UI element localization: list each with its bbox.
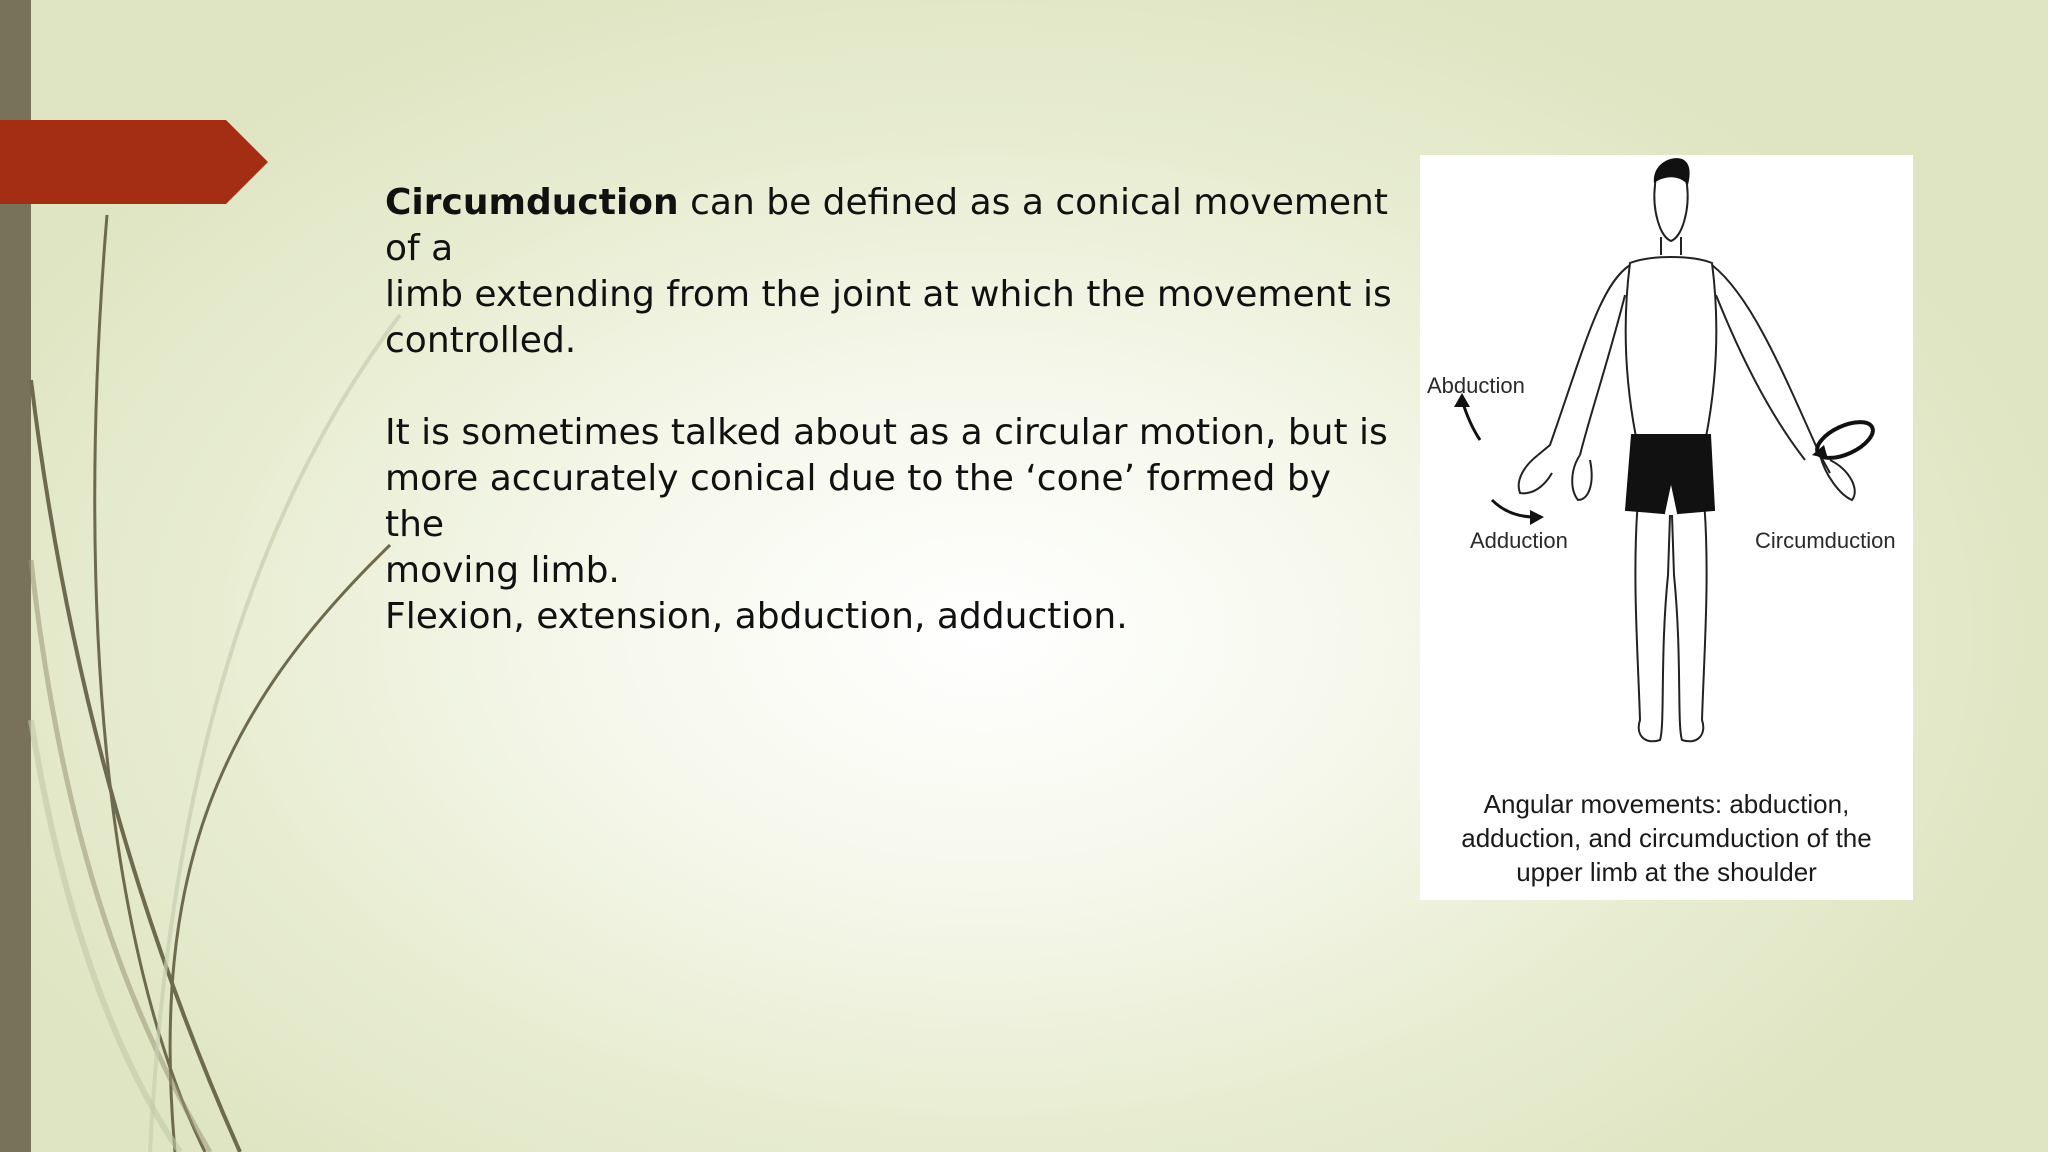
human-body-illustration xyxy=(1420,155,1913,785)
caption-line-1: Angular movements: abduction, xyxy=(1483,789,1850,819)
explanation-line-2: more accurately conical due to the ‘cone’ formed by the xyxy=(385,458,1331,545)
explanation-line-3: moving limb. xyxy=(385,550,620,591)
label-abduction: Abduction xyxy=(1427,373,1525,398)
swoosh-line-6 xyxy=(31,720,180,1152)
paragraph-explanation xyxy=(385,410,1395,594)
label-circumduction: Circumduction xyxy=(1755,528,1896,553)
swoosh-line-2 xyxy=(95,215,205,1152)
paragraph-definition xyxy=(385,180,1395,364)
term-circumduction: Circumduction xyxy=(385,182,679,223)
anatomy-figure xyxy=(1420,155,1913,900)
definition-line-1: can be defined as a conical movement of a xyxy=(385,182,1388,269)
paragraph-movements-list: Flexion, extension, abduction, adduction. xyxy=(385,596,1128,637)
red-arrow-banner xyxy=(0,120,268,204)
caption-line-2: adduction, and circumduction of the xyxy=(1461,823,1872,853)
definition-line-2: limb extending from the joint at which the movement is xyxy=(385,274,1392,315)
caption-line-3: upper limb at the shoulder xyxy=(1516,857,1817,887)
figure-caption xyxy=(1420,787,1913,889)
definition-line-3: controlled. xyxy=(385,320,577,361)
explanation-line-1: It is sometimes talked about as a circular motion, but is xyxy=(385,412,1388,453)
slide-body-text xyxy=(385,180,1395,640)
label-adduction: Adduction xyxy=(1470,528,1568,553)
